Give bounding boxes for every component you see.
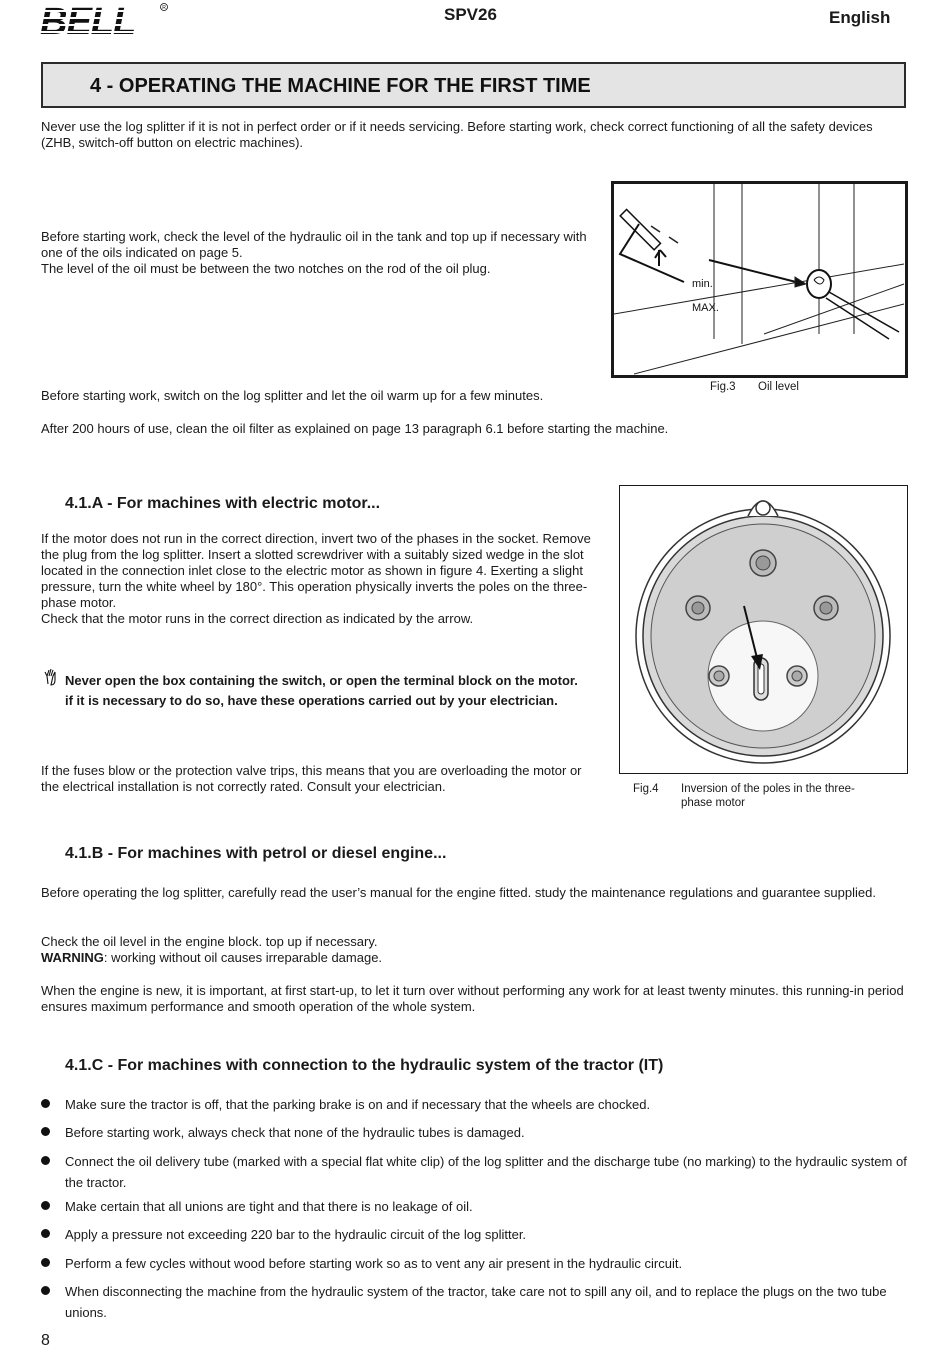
figure-oil-level [611, 181, 908, 378]
svg-text:R: R [162, 5, 166, 11]
fig3-caption: Oil level [758, 381, 799, 393]
oil-check-line2: The level of the oil must be between the two notches on the rod of the oil plug. [41, 261, 491, 276]
section-b-p3: When the engine is new, it is important, at first start-up, to let it turn over without performing any work for at least twenty minutes. this running-in period ensures maximum performance and smooth operation of the whole system. [41, 983, 904, 1014]
section-a-text2: Check that the motor runs in the correct direction as indicated by the arrow. [41, 611, 474, 626]
fuses-paragraph: If the fuses blow or the protection valve trips, this means that you are overloading the motor or the electrical installation is not correctly rated. Consult your electrician. [41, 763, 582, 794]
bullet-icon [41, 1286, 50, 1295]
bell-logo-text: BELL [40, 2, 136, 40]
bullet-icon [41, 1258, 50, 1267]
section-b-title: 4.1.B - For machines with petrol or diesel engine... [65, 845, 447, 862]
list-item-text: Apply a pressure not exceeding 220 bar to the hydraulic circuit of the log splitter. [65, 1227, 527, 1242]
section-b-warning [41, 950, 907, 966]
section-title-box [41, 62, 906, 108]
max-label: MAX. [692, 302, 719, 314]
fig4-label: Fig.4 [633, 783, 659, 795]
socket-illustration [620, 486, 907, 773]
section-title: 4 - OPERATING THE MACHINE FOR THE FIRST TIME [90, 75, 591, 97]
section-a-title: 4.1.A - For machines with electric motor... [65, 495, 381, 512]
model-name: SPV26 [444, 5, 497, 24]
section-b-oil-check [41, 934, 907, 966]
section-a-text: If the motor does not run in the correct direction, invert two of the phases in the socket. Remove the plug from the log splitter. Insert a slotted screwdriver with a suitably sized wedge in the slot located in the connection inlet close to the electric motor as shown in figure 4. Exerting a slight pressure, turn the white wheel by 180°. This operation physically inverts the poles on the three-phase motor. [41, 531, 591, 610]
bullet-icon [41, 1201, 50, 1210]
warm-up-paragraph: Before starting work, switch on the log splitter and let the oil warm up for a few minutes. [41, 388, 544, 403]
section-c-title: 4.1.C - For machines with connection to the hydraulic system of the tractor (IT) [65, 1057, 664, 1074]
list-item-text: Before starting work, always check that none of the hydraulic tubes is damaged. [65, 1125, 525, 1140]
warning-text: Never open the box containing the switch, or open the terminal block on the motor. if it is necessary to do so, have these operations carried out by your electrician. [65, 673, 578, 708]
bell-logo [40, 2, 170, 40]
warning-label: WARNING [41, 950, 104, 965]
min-label: min. [692, 278, 713, 290]
oil-check-paragraph [41, 229, 601, 277]
section-b-p1: Before operating the log splitter, carefully read the user’s manual for the engine fitted. study the maintenance regulations and guarantee supplied. [41, 885, 876, 900]
section-b-p2: Check the oil level in the engine block. top up if necessary. [41, 934, 378, 949]
oil-level-illustration [614, 184, 905, 375]
list-item-text: Connect the oil delivery tube (marked with a special flat white clip) of the log splitter and the discharge tube (no marking) to the hydraulic system of the tractor. [65, 1154, 907, 1190]
bullet-icon [41, 1156, 50, 1165]
oil-check-line1: Before starting work, check the level of the hydraulic oil in the tank and top up if necessary with one of the oils indicated on page 5. [41, 229, 587, 260]
section-a-paragraph [41, 531, 601, 627]
bullet-icon [41, 1127, 50, 1136]
list-item-text: Perform a few cycles without wood before starting work so as to vent any air present in the hydraulic circuit. [65, 1256, 683, 1271]
warning-detail: : working without oil causes irreparable damage. [103, 950, 383, 965]
bullet-icon [41, 1099, 50, 1108]
list-item-text: Make certain that all unions are tight and that there is no leakage of oil. [65, 1199, 473, 1214]
intro-paragraph: Never use the log splitter if it is not in perfect order or if it needs servicing. Before starting work, check correct functioning of all the safety devices (ZHB, switch-off button on electric machines). [41, 119, 873, 150]
fig3-label: Fig.3 [710, 381, 736, 393]
fig4-caption: Inversion of the poles in the three-phase motor [681, 783, 855, 809]
list-item-text: When disconnecting the machine from the hydraulic system of the tractor, take care not to spill any oil, and to replace the plugs on the two tube unions. [65, 1284, 887, 1320]
figure-pole-inversion [619, 485, 908, 774]
hand-icon [42, 667, 62, 687]
list-item-text: Make sure the tractor is off, that the parking brake is on and if necessary that the wheels are chocked. [65, 1097, 651, 1112]
bullet-icon [41, 1229, 50, 1238]
language-label: English [829, 8, 891, 27]
page-number: 8 [41, 1332, 50, 1349]
oil-filter-paragraph: After 200 hours of use, clean the oil filter as explained on page 13 paragraph 6.1 before starting the machine. [41, 421, 669, 436]
